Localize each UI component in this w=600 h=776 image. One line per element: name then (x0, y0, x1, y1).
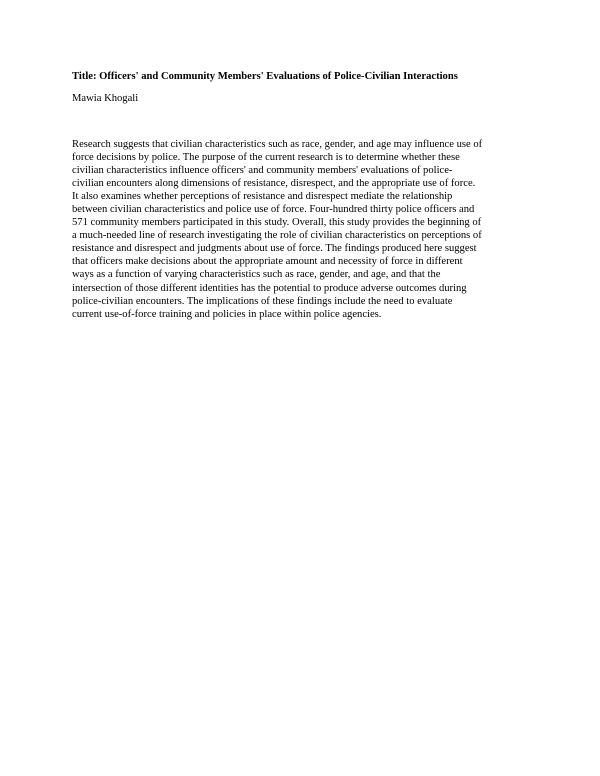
abstract-line: intersection of those different identities has the potential to produce adverse outcomes during (72, 282, 467, 294)
abstract-line: that officers make decisions about the appropriate amount and necessity of force in different (72, 256, 463, 268)
author-name: Mawia Khogali (72, 93, 139, 104)
abstract-line: current use-of-force training and policies in place within police agencies. (72, 308, 382, 320)
abstract-paragraph (72, 138, 542, 321)
abstract-line: civilian encounters along dimensions of resistance, disrespect, and the appropriate use of force. (72, 178, 476, 190)
abstract-line: between civilian characteristics and police use of force. Four-hundred thirty police officers and (72, 204, 475, 216)
abstract-line: It also examines whether perceptions of resistance and disrespect mediate the relationship (72, 191, 453, 203)
document-title: Title: Officers' and Community Members' Evaluations of Police-Civilian Interactions (72, 71, 458, 82)
abstract-line: a much-needed line of research investigating the role of civilian characteristics on perceptions of (72, 230, 482, 242)
abstract-line: Research suggests that civilian characteristics such as race, gender, and age may influence use of (72, 139, 483, 150)
abstract-line: resistance and disrespect and judgments about use of force. The findings produced here suggest (72, 243, 477, 255)
abstract-line: 571 community members participated in this study. Overall, this study provides the beginning of (72, 217, 482, 229)
abstract-line: civilian characteristics influence officers' and community members' evaluations of police- (72, 165, 453, 177)
abstract-line: police-civilian encounters. The implications of these findings include the need to evaluate (72, 295, 453, 307)
abstract-line: force decisions by police. The purpose of the current research is to determine whether these (72, 152, 460, 164)
abstract-line: ways as a function of varying characteristics such as race, gender, and age, and that the (72, 269, 441, 281)
